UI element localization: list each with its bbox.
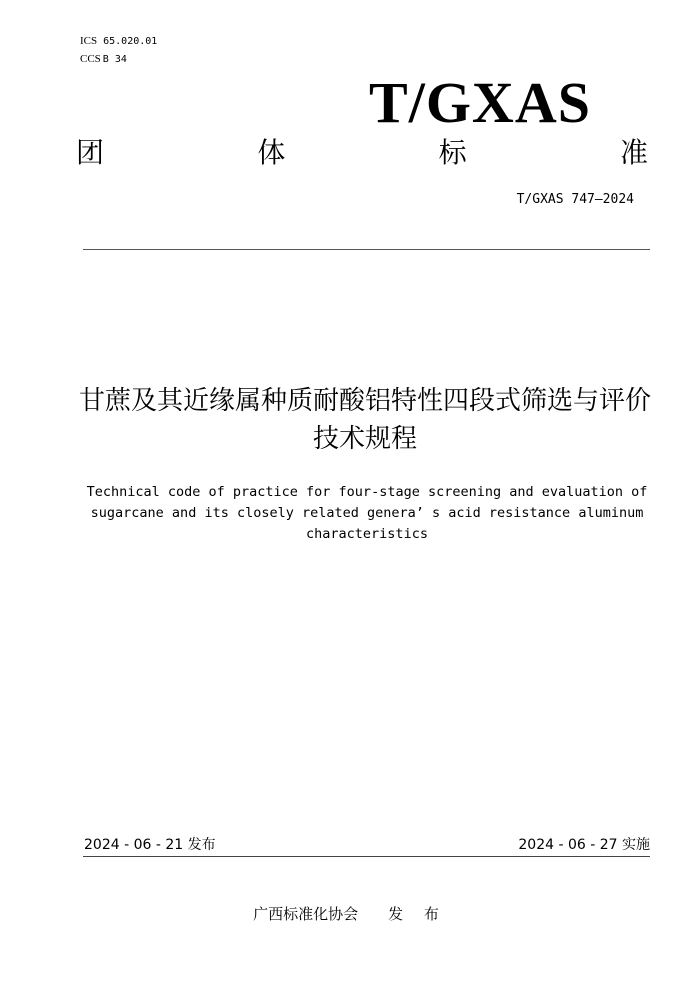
- ics-code: 65.020.01: [103, 36, 158, 47]
- ccs-label: CCS: [80, 53, 101, 65]
- publisher-name: 广西标准化协会: [253, 905, 359, 923]
- standard-category: [76, 134, 648, 174]
- implementation-date: 2024 - 06 - 27 实施: [518, 837, 650, 853]
- standard-logo: T/GXAS: [369, 70, 591, 135]
- category-char-3: 标: [438, 136, 467, 169]
- publish-verb: 发 布: [388, 905, 447, 923]
- standard-number: T/GXAS 747—2024: [516, 192, 634, 207]
- bottom-divider: [83, 856, 650, 857]
- issue-date: 2024 - 06 - 21 发布: [84, 837, 216, 853]
- top-divider: [83, 249, 650, 250]
- ics-line: [80, 33, 157, 50]
- title-english: Technical code of practice for four-stage screening and evaluation of sugarcane and its closely related genera’ s acid resistance aluminum characteristics: [86, 484, 648, 542]
- ics-label: ICS: [80, 35, 98, 47]
- category-char-1: 团: [76, 136, 105, 169]
- ccs-line: [80, 51, 127, 68]
- category-char-2: 体: [257, 136, 286, 169]
- category-char-4: 准: [619, 136, 648, 169]
- ccs-code: B 34: [102, 54, 127, 65]
- title-chinese: 甘蔗及其近缘属种质耐酸铝特性四段式筛选与评价技术规程: [78, 386, 651, 454]
- publisher-line: [200, 903, 500, 925]
